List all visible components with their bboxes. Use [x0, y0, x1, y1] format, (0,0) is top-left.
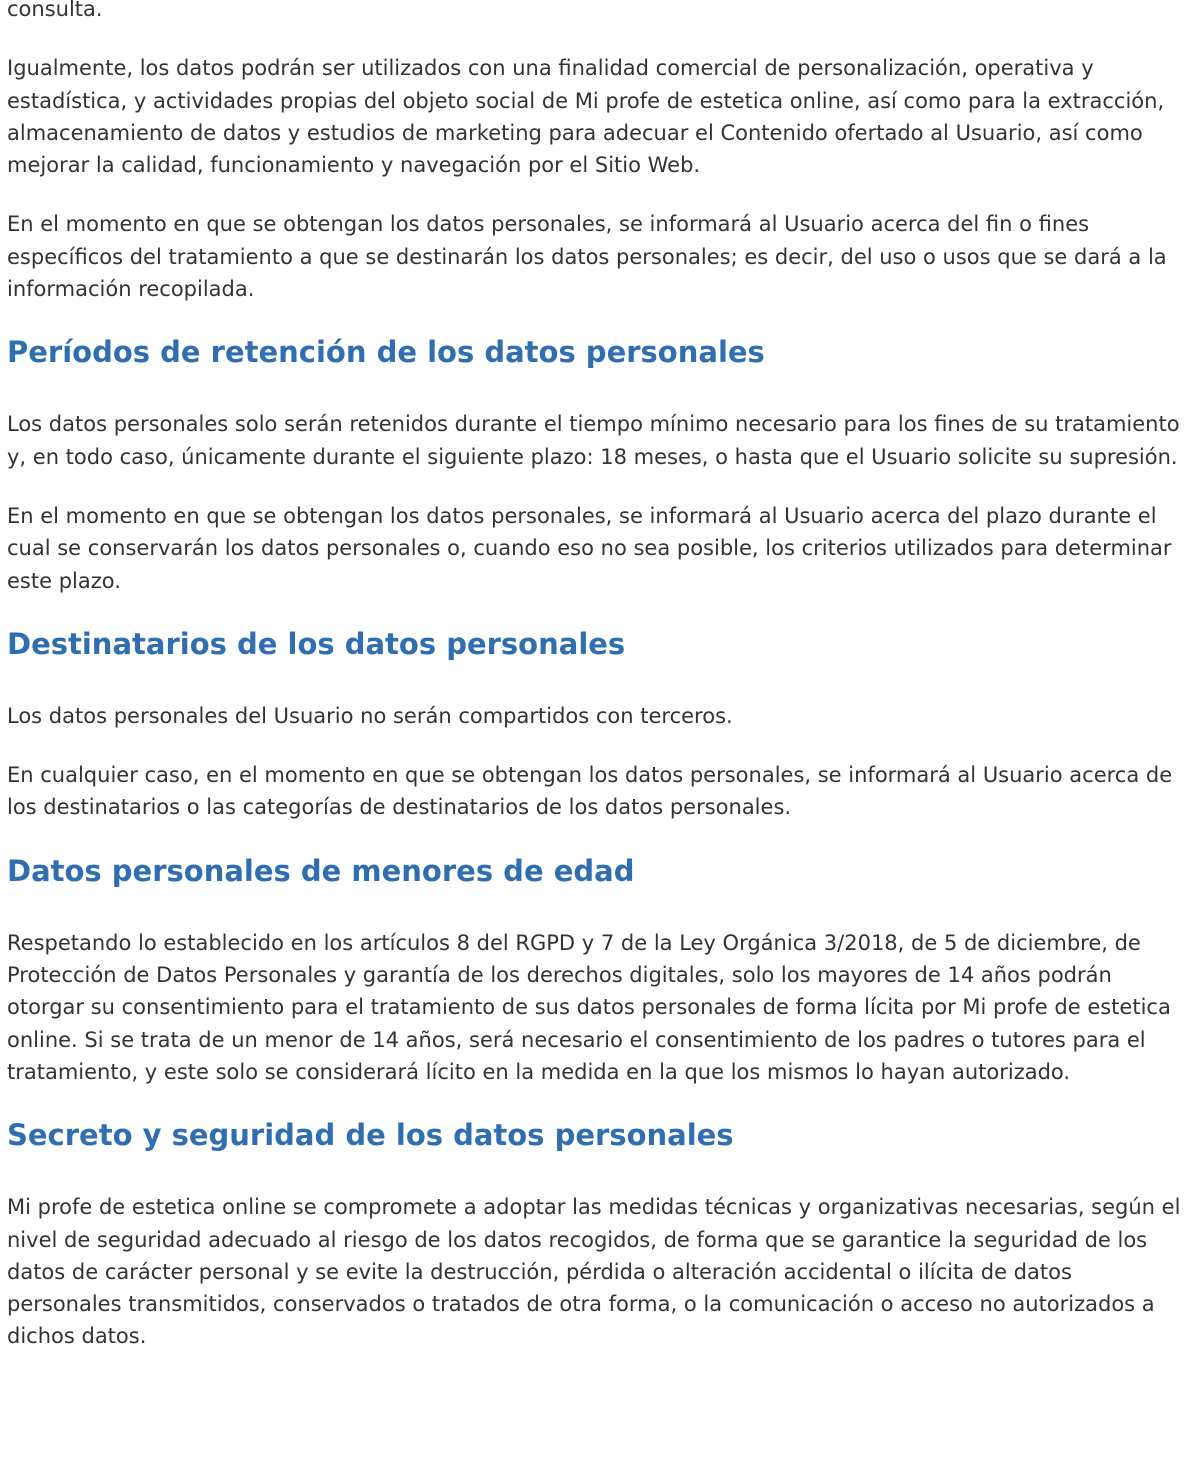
section-menores [7, 851, 1193, 1088]
paragraph-retencion-informacion: En el momento en que se obtengan los datos personales, se informará al Usuario acerca del plazo durante el cual se conservarán los datos personales o, cuando eso no sea posible, los criterios utilizados para determinar este plazo. [7, 503, 1172, 593]
document-body [7, 0, 1193, 1380]
section-destinatarios [7, 624, 1193, 824]
paragraph-destinatarios-terceros: Los datos personales del Usuario no serán compartidos con terceros. [7, 703, 733, 728]
section-heading-destinatarios: Destinatarios de los datos personales [7, 626, 626, 661]
paragraph-retencion-plazo: Los datos personales solo serán retenidos durante el tiempo mínimo necesario para los fines de su tratamiento y, en todo caso, únicamente durante el siguiente plazo: 18 meses, o hasta que el Usuario solicite su supresión. [7, 412, 1180, 469]
paragraph-destinatarios-categorias: En cualquier caso, en el momento en que se obtengan los datos personales, se informará al Usuario acerca de los destinatarios o las categorías de destinatarios de los datos personales. [7, 763, 1173, 820]
paragraph-seguridad-medidas: Mi profe de estetica online se compromete a adoptar las medidas técnicas y organizativas necesarias, según el nivel de seguridad adecuado al riesgo de los datos recogidos, de forma que se garantice la seguridad de los datos de carácter personal y se evite la destrucción, pérdida o alteración accidental o ilícita de datos personales transmitidos, conservados o tratados de otra forma, o la comunicación o acceso no autorizados a dichos datos. [7, 1195, 1181, 1349]
section-heading-seguridad: Secreto y seguridad de los datos personales [7, 1118, 734, 1153]
paragraph-consulta-end: consulta. [7, 0, 103, 21]
section-heading-retencion: Períodos de retención de los datos personales [7, 335, 765, 370]
section-heading-menores: Datos personales de menores de edad [7, 853, 635, 888]
paragraph-menores-consentimiento: Respetando lo establecido en los artículos 8 del RGPD y 7 de la Ley Orgánica 3/2018, de 5 de diciembre, de Protección de Datos Personales y garantía de los derechos digitales, solo los mayores de 14 años podrán otorgar su consentimiento para el tratamiento de sus datos personales de forma lícita por Mi profe de estetica online. Si se trata de un menor de 14 años, será necesario el consentimiento de los padres o tutores para el tratamiento, y este solo se considerará lícito en la medida en la que los mismos lo hayan autorizado. [7, 930, 1171, 1084]
paragraph-fines-especificos: En el momento en que se obtengan los datos personales, se informará al Usuario acerca del fin o fines específicos del tratamiento a que se destinarán los datos personales; es decir, del uso o usos que se dará a la información recopilada. [7, 212, 1167, 302]
paragraph-finalidad-comercial: Igualmente, los datos podrán ser utilizados con una finalidad comercial de personalización, operativa y estadística, y actividades propias del objeto social de Mi profe de estetica online, así como para la extracción, almacenamiento de datos y estudios de marketing para adecuar el Contenido ofertado al Usuario, así como mejorar la calidad, funcionamiento y navegación por el Sitio Web. [7, 56, 1165, 178]
section-seguridad [7, 1115, 1193, 1352]
section-retencion [7, 332, 1193, 596]
